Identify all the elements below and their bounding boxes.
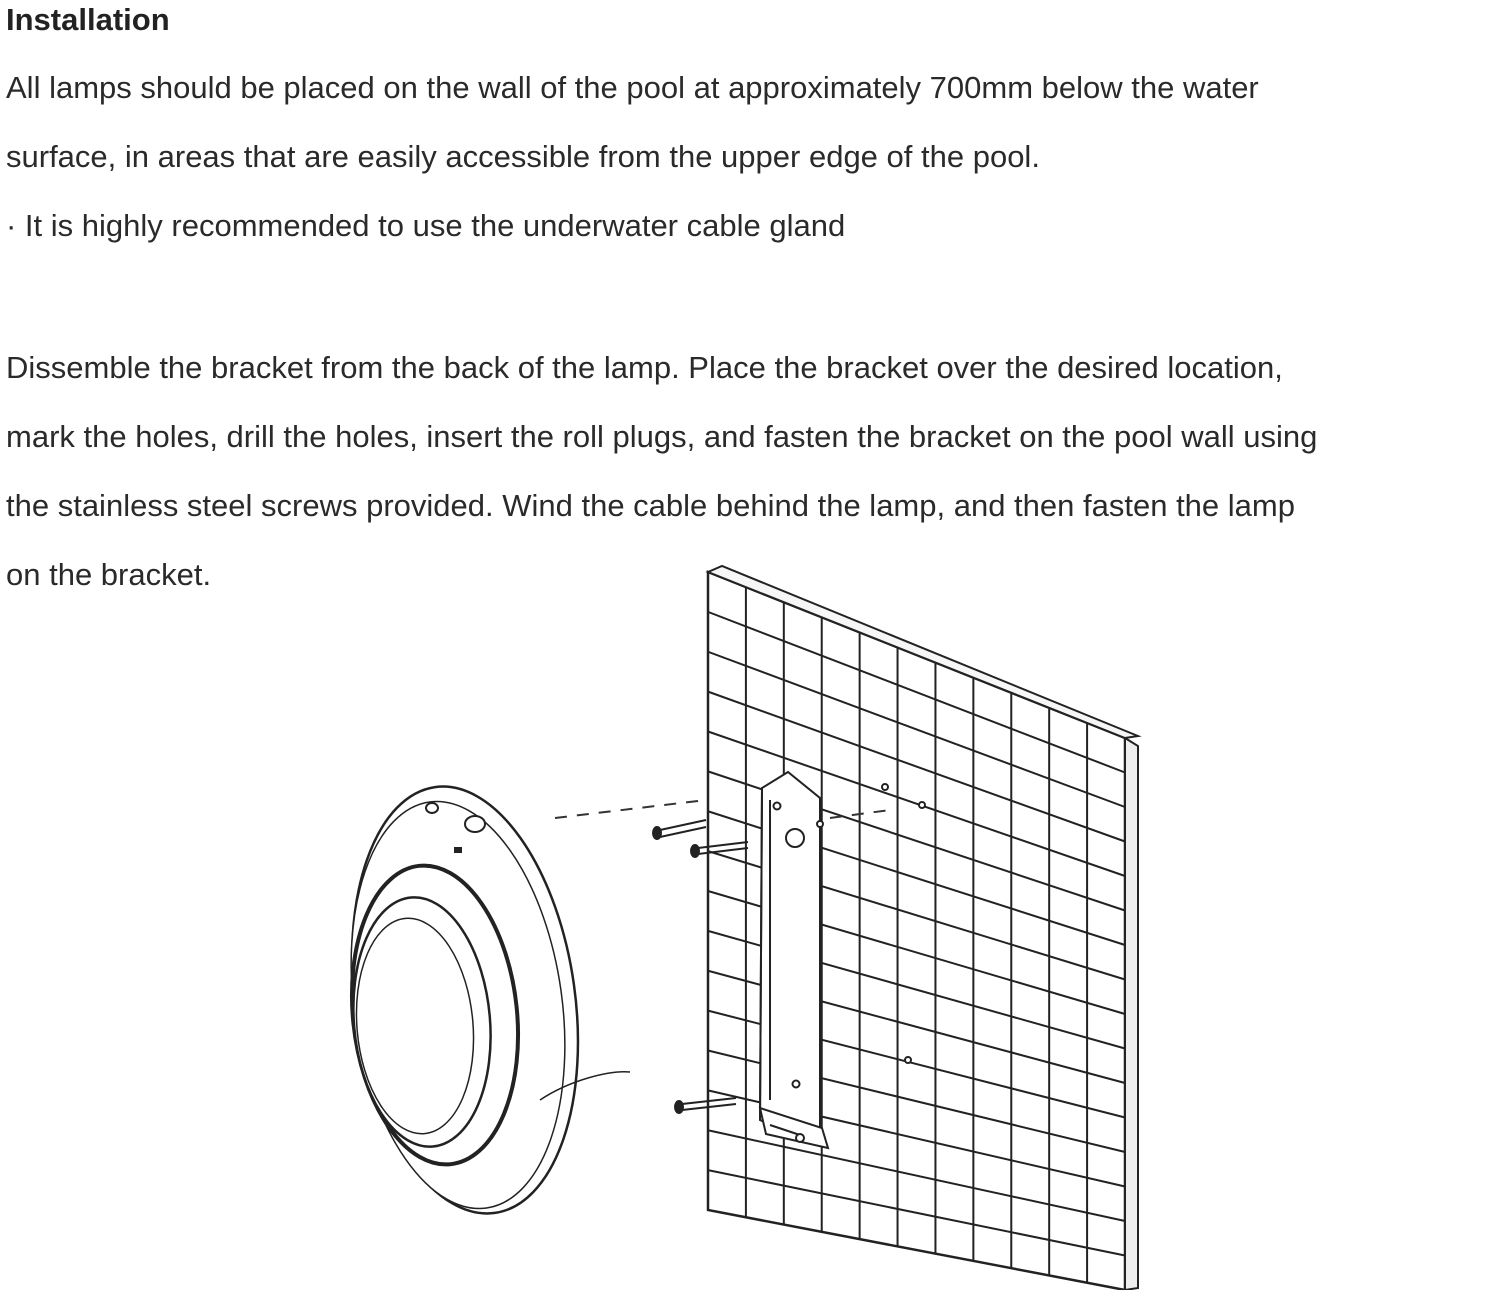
instruction-line-4: on the bracket. bbox=[6, 557, 212, 592]
intro-line-2: surface, in areas that are easily accessible from the upper edge of the pool. bbox=[6, 139, 1040, 174]
instruction-line-1: Dissemble the bracket from the back of the lamp. Place the bracket over the desired location, bbox=[6, 350, 1283, 385]
section-heading: Installation bbox=[6, 2, 170, 37]
installation-diagram bbox=[330, 560, 1150, 1290]
instruction-line-3: the stainless steel screws provided. Wind the cable behind the lamp, and then fasten the lamp bbox=[6, 488, 1295, 523]
instruction-line-2: mark the holes, drill the holes, insert the roll plugs, and fasten the bracket on the pool wall using bbox=[6, 419, 1318, 454]
pool-lamp bbox=[330, 772, 630, 1228]
intro-line-1: All lamps should be placed on the wall of the pool at approximately 700mm below the water bbox=[6, 70, 1259, 105]
bullet-note: · It is highly recommended to use the underwater cable gland bbox=[6, 208, 846, 243]
lamp-bracket-installation-diagram-icon bbox=[330, 560, 1150, 1290]
